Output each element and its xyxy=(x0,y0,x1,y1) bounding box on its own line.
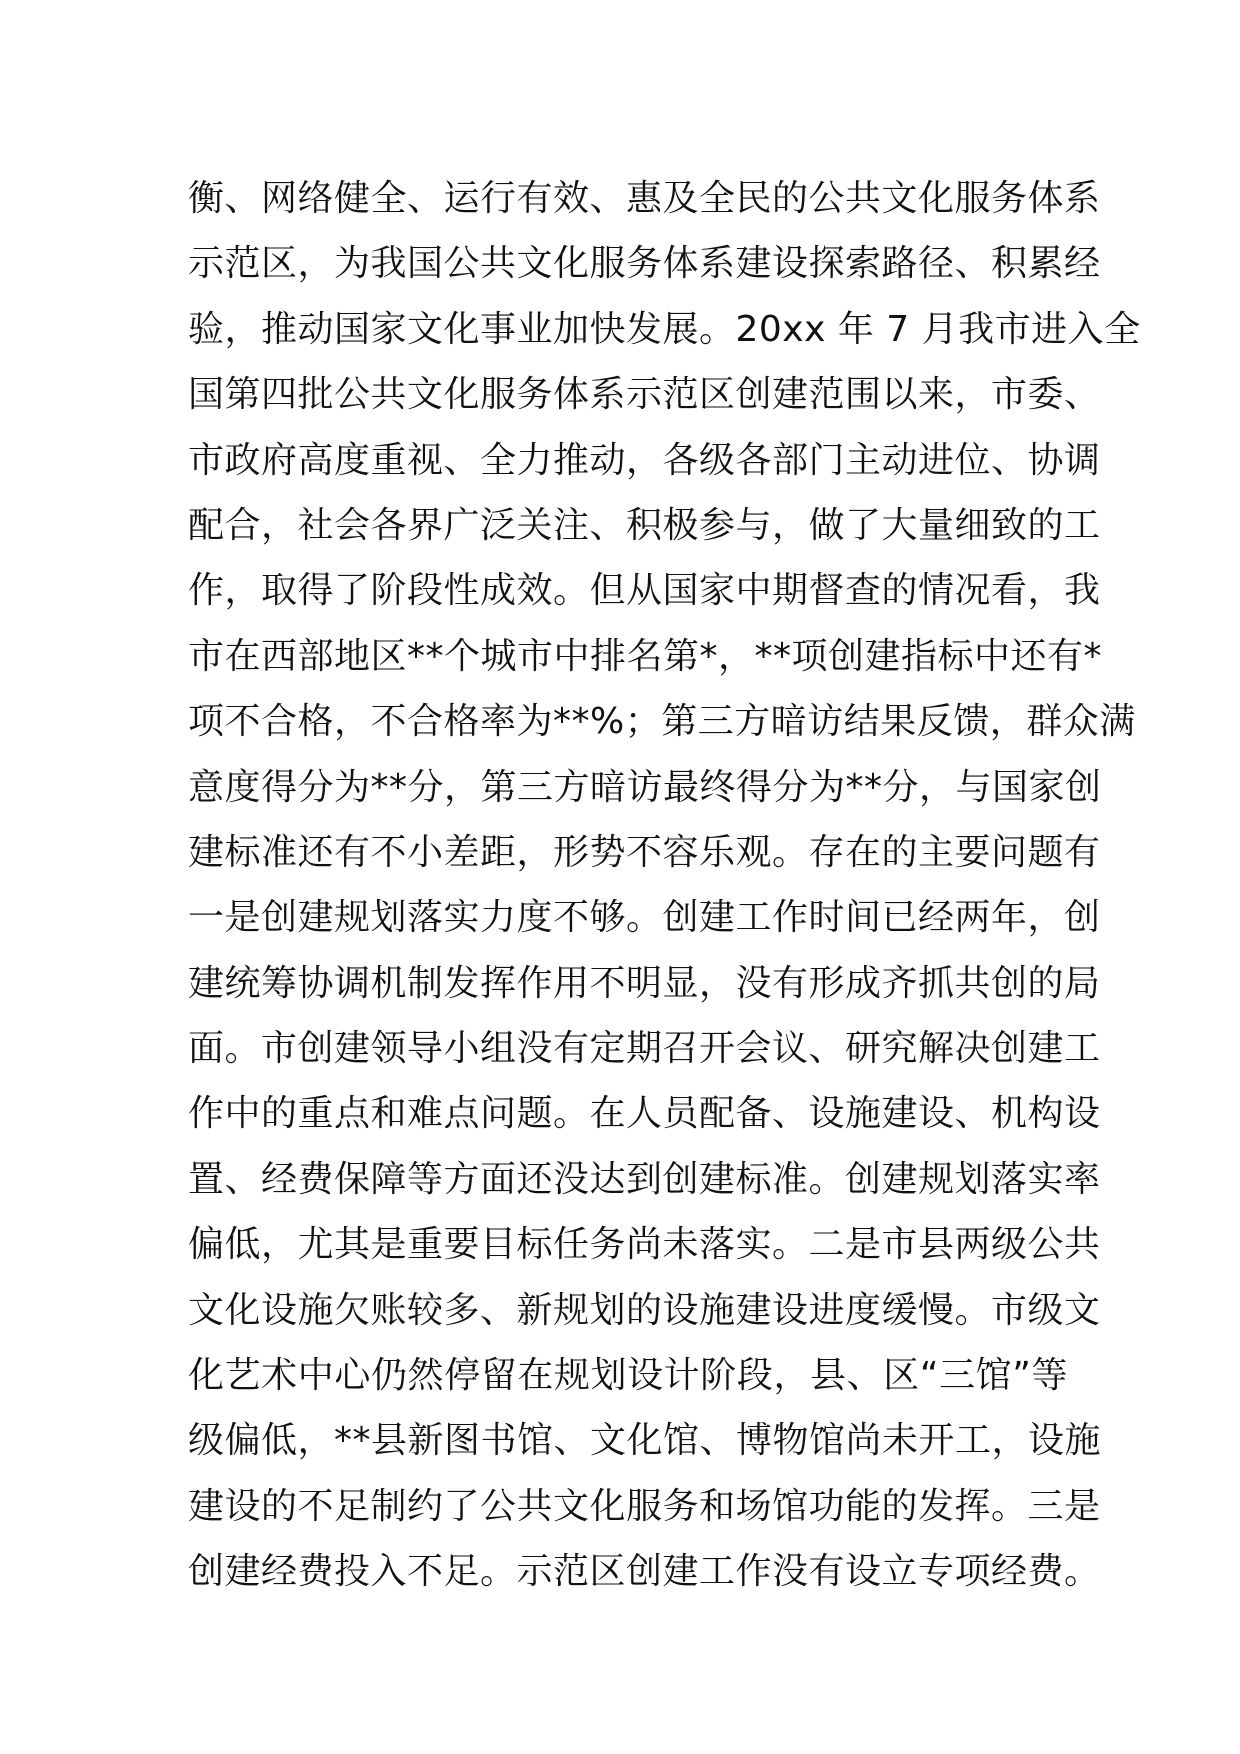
text-line: 偏低，尤其是重要目标任务尚未落实。二是市县两级公共 xyxy=(188,1224,1101,1266)
text-line: 置、经费保障等方面还没达到创建标准。创建规划落实率 xyxy=(188,1158,1101,1200)
text-line: 市在西部地区**个城市中排名第*，**项创建指标中还有* xyxy=(188,635,1103,677)
text-line: 示范区，为我国公共文化服务体系建设探索路径、积累经 xyxy=(188,243,1101,285)
text-line: 意度得分为**分，第三方暗访最终得分为**分，与国家创 xyxy=(188,766,1102,808)
text-line: 配合，社会各界广泛关注、积极参与，做了大量细致的工 xyxy=(188,504,1101,546)
text-line: 创建经费投入不足。示范区创建工作没有设立专项经费。 xyxy=(188,1551,1101,1593)
text-line: 建标准还有不小差距，形势不容乐观。存在的主要问题有 xyxy=(188,831,1101,873)
text-line: 市政府高度重视、全力推动，各级各部门主动进位、协调 xyxy=(188,439,1101,481)
text-line: 作，取得了阶段性成效。但从国家中期督查的情况看，我 xyxy=(188,570,1101,612)
text-line: 国第四批公共文化服务体系示范区创建范围以来，市委、 xyxy=(188,374,1101,416)
text-line: 化艺术中心仍然停留在规划设计阶段，县、区“三馆”等 xyxy=(188,1355,1068,1397)
text-line: 建统筹协调机制发挥作用不明显，没有形成齐抓共创的局 xyxy=(188,962,1101,1004)
text-line: 衡、网络健全、运行有效、惠及全民的公共文化服务体系 xyxy=(188,178,1101,219)
text-line: 验，推动国家文化事业加快发展。20xx 年 7 月我市进入全 xyxy=(188,308,1141,350)
text-line: 文化设施欠账较多、新规划的设施建设进度缓慢。市级文 xyxy=(188,1289,1101,1331)
text-line: 面。市创建领导小组没有定期召开会议、研究解决创建工 xyxy=(188,1028,1101,1070)
body-paragraph xyxy=(188,166,1141,1605)
text-line: 建设的不足制约了公共文化服务和场馆功能的发挥。三是 xyxy=(188,1485,1101,1527)
text-line: 一是创建规划落实力度不够。创建工作时间已经两年，创 xyxy=(188,897,1101,939)
text-line: 级偏低，**县新图书馆、文化馆、博物馆尚未开工，设施 xyxy=(188,1420,1102,1462)
text-line: 作中的重点和难点问题。在人员配备、设施建设、机构设 xyxy=(188,1093,1101,1135)
text-line: 项不合格，不合格率为**%；第三方暗访结果反馈，群众满 xyxy=(188,701,1136,743)
